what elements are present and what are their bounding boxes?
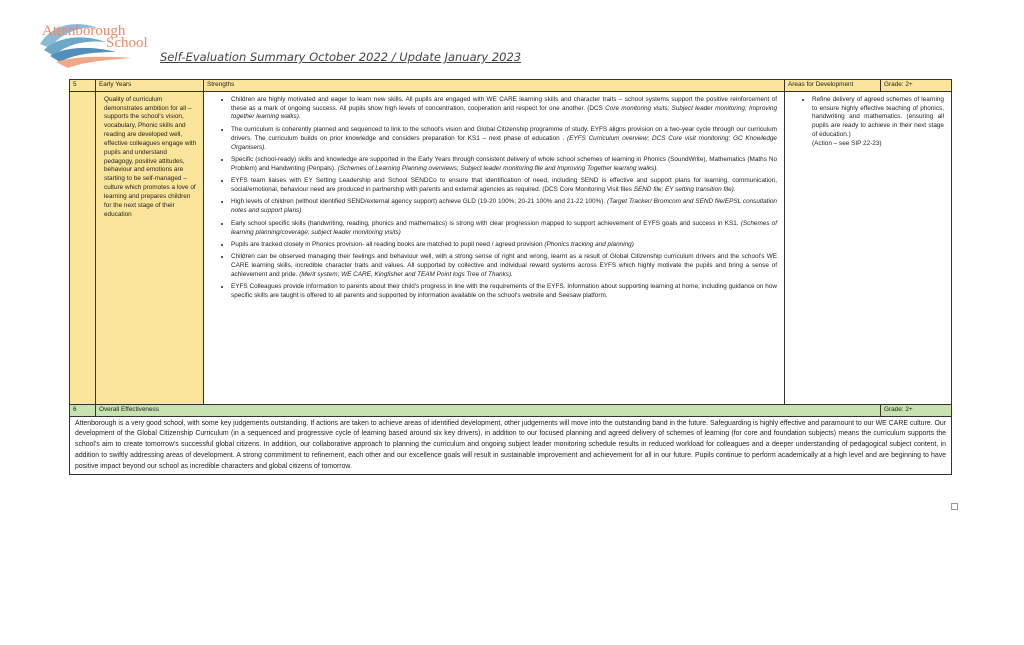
section-5-title: Early Years [96, 80, 204, 92]
strength-item: • EYFS team liaises with EY Setting Leadership and School SENDCo to ensure that identification of need, including SEND is effective and support plans for learning, communication, social/emotional, behaviour need are produced in partnership with parents and external agencies as required. (DCS Core Monitoring Visit files SEND file; EY setting transition file). [231, 177, 777, 195]
strength-item: • Children are highly motivated and eager to learn new skills. All pupils are engaged with WE CARE learning skills and character traits – school systems support the positive reinforcement of these as a mark of ongoing success. All pupils show high levels of concentration, cooperation and respect for one another. (DCS Core monitoring visits; Subject leader monitoring; Improving together learning walks). [231, 96, 777, 122]
section-5-header-row [70, 80, 952, 92]
logo-text-school: School [106, 35, 148, 51]
strength-item: • High levels of children (without identified SEND/external agency support) achieve GLD (19-20 100%; 20-21 100% and 21-22 100%). (Target Tracker/ Bromcom and SEND file/EPSL consultation notes and support plans) [231, 198, 777, 216]
strength-item: • EYFS Colleagues provide information to parents about their child's progress in line with the requirements of the EYFS. Information about supporting learning at home, including guidance on how specific skills are taught is offered to all parents and supported by information available on the school's website and Seesaw platform. [231, 283, 777, 301]
section-5-number: 5 [70, 80, 96, 92]
strength-item: • Specific (school-ready) skills and knowledge are supported in the Early Years through consistent delivery of whole school schemes of learning in Phonics (SoundWrite), Mathematics (Maths No Problem) and Handwriting (Penpals). (Schemes of Learning Planning overviews; Subject leader monitoring file and Improving Together learning walks). [231, 156, 777, 174]
section-6-header-row [70, 404, 952, 416]
overall-effectiveness-summary: Attenborough is a very good school, with some key judgements outstanding. If actions are taken to achieve areas of identified development, other judgements will move into the outstanding band in the future. Safeguarding is highly effective and paramount to our WE CARE culture. Our development of the Global Citizenship Curriculum (in a sequenced and progressive cycle of learning based around six key drivers), in addition to our focused planning and agreed delivery of schemes of learning (for core and foundation subjects) means the curriculum supports the school's aim to create tomorrow's successful global citizens. In addition, our collaborative approach to planning the curriculum and ongoing subject leader monitoring schedule results in reduced workload for colleagues and a deeper understanding of pedagogical subject content, in addition to swiftly addressing areas of development. A strong commitment to refinement, each other and our excellence goals will result in sustainable improvement and achievement for all in our future. Pupils continue to perform academically at a high level and are beginning to have positive impact beyond our school as incredible characters and global citizens of tomorrow. [70, 416, 952, 475]
development-item: • Refine delivery of agreed schemes of learning to ensure highly effective teaching of phonics, handwriting and mathematics. (ensuring all pupils are ready to achieve in their next stage of education.) [812, 96, 944, 140]
strengths-header: Strengths [204, 80, 785, 92]
strength-item: • Early school specific skills (handwriting, reading, phonics and mathematics) is strong with clear progression mapped to support achievement of EYFS goals and success in KS1. (Schemes of learning planning/coverage; subject leader monitoring visits) [231, 220, 777, 238]
strength-item: • The curriculum is coherently planned and sequenced to link to the school's vision and Global Citizenship programme of study. EYFS aligns provision on a two-year cycle through our curriculum drivers. The curriculum builds on prior knowledge and considers preparation for KS1 – next phase of education . (EYFS Curriculum overview; DCS Core visit monitoring; GC Knowledge Organisers). [231, 126, 777, 152]
development-list [788, 93, 948, 140]
document-title: Self-Evaluation Summary October 2022 / Update January 2023 [160, 50, 522, 64]
school-logo [36, 14, 156, 70]
section-5-grade: Grade: 2+ [881, 80, 952, 92]
section-6-number: 6 [70, 404, 96, 416]
areas-for-development-cell [785, 91, 952, 404]
section-5-content-row [70, 91, 952, 404]
action-reference: (Action – see SIP 22-23) [812, 139, 882, 147]
table-resize-handle[interactable] [951, 503, 958, 510]
strengths-cell [204, 91, 785, 404]
section-6-grade: Grade: 2+ [881, 404, 952, 416]
section-6-title: Overall Effectiveness [96, 404, 881, 416]
self-evaluation-table [69, 79, 952, 475]
areas-for-development-header: Areas for Development [785, 80, 881, 92]
logo-text-attenborough: Attenborough [42, 23, 126, 39]
quality-of-curriculum-text: Quality of curriculum demonstrates ambition for all – supports the school's vision, vocabulary, Phonic skills and reading are developed well, effective colleagues engage with pupils and understand pedagogy, positive attitudes, behaviour and emotions are starting to be self-managed – culture which promotes a love of learning and prepares children for the next stage of their education [96, 91, 204, 404]
strength-item: • Children can be observed managing their feelings and behaviour well, with a strong sense of right and wrong, learnt as a result of Global Citizenship curriculum drivers and the school's WE CARE learning skills, incredible character traits and values. All supported by collective and individual reward systems across EYFS which highly motivate the pupils and bring a sense of achievement and pride. (Merit system; WE CARE, Kingfisher and TEAM Point logs Tree of Thanks). [231, 253, 777, 279]
strength-item: • Pupils are tracked closely in Phonics provision- all reading books are matched to pupil need / agreed provision (Phonics tracking and planning) [231, 241, 777, 250]
strengths-list [207, 93, 781, 301]
section-5-number-spacer [70, 91, 96, 404]
section-6-summary-row [70, 416, 952, 475]
